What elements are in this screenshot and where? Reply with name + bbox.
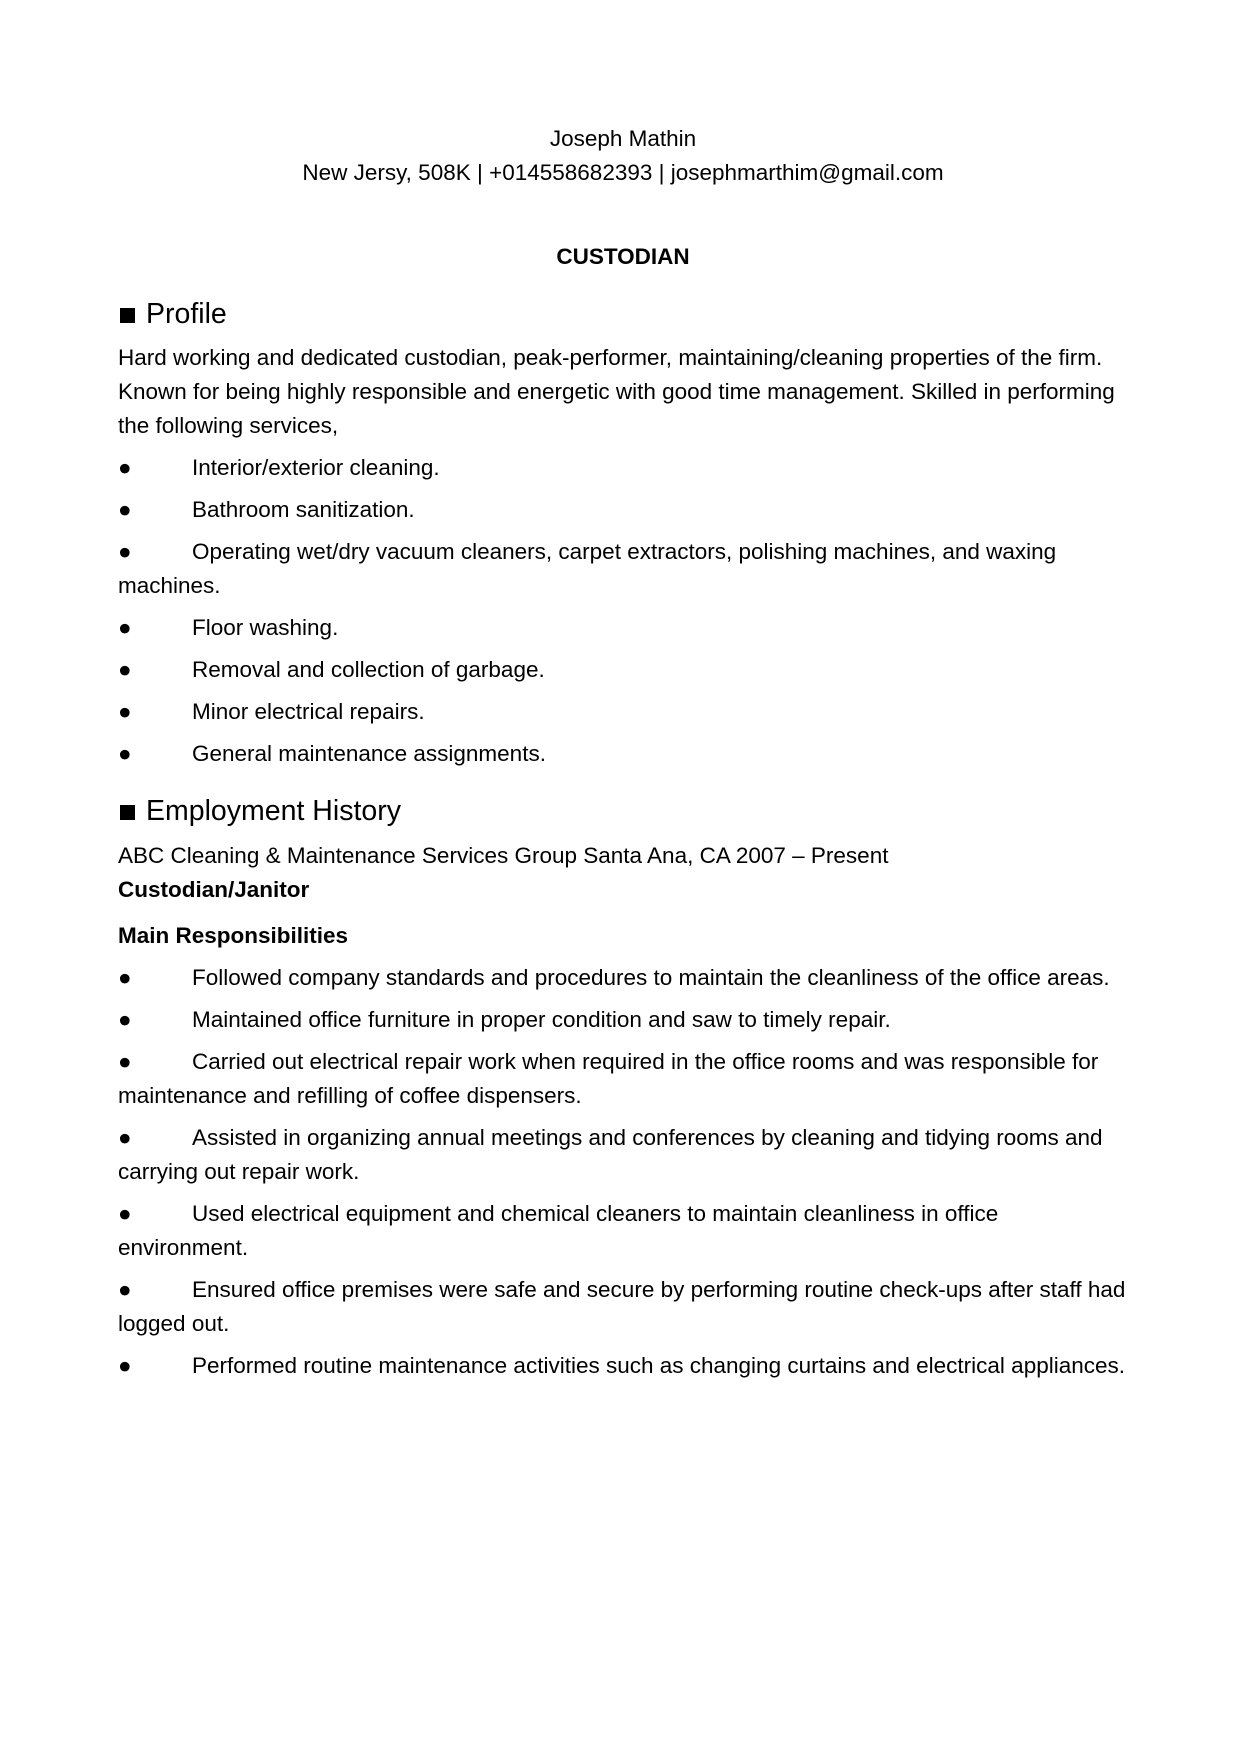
list-item: ● Operating wet/dry vacuum cleaners, carpet extractors, polishing machines, and waxing machines. <box>118 535 1128 603</box>
profile-heading-label: Profile <box>146 298 227 330</box>
list-item: ● Used electrical equipment and chemical cleaners to maintain cleanliness in office environment. <box>118 1197 1128 1265</box>
bullet-icon: ● <box>118 657 132 682</box>
list-item: ● General maintenance assignments. <box>118 737 1128 771</box>
bullet-icon: ● <box>118 455 132 480</box>
list-item: ● Bathroom sanitization. <box>118 493 1128 527</box>
company-line: ABC Cleaning & Maintenance Services Group Santa Ana, CA 2007 – Present <box>118 843 889 868</box>
candidate-name: Joseph Mathin <box>549 126 697 151</box>
list-item: ● Followed company standards and procedures to maintain the cleanliness of the office areas. <box>118 961 1128 995</box>
employment-entry <box>118 839 1128 1383</box>
contact-line: New Jersy, 508K | +014558682393 | josephmarthim@gmail.com <box>302 160 944 185</box>
bullet-icon: ● <box>118 1049 132 1074</box>
list-item: ● Minor electrical repairs. <box>118 695 1128 729</box>
job-title: CUSTODIAN <box>556 244 690 269</box>
bullet-icon: ● <box>118 497 132 522</box>
bullet-icon: ● <box>118 741 132 766</box>
position-title: Custodian/Janitor <box>118 877 310 902</box>
profile-heading <box>118 294 1128 334</box>
profile-summary: Hard working and dedicated custodian, peak-performer, maintaining/cleaning properties of the firm. Known for being highly responsible and energetic with good time management. Skilled in performing the following services, <box>118 345 1115 438</box>
square-bullet-icon <box>120 308 135 323</box>
resume-page <box>118 122 1128 1383</box>
skills-list <box>118 451 1128 771</box>
list-item: ● Assisted in organizing annual meetings and conferences by cleaning and tidying rooms and carrying out repair work. <box>118 1121 1128 1189</box>
bullet-icon: ● <box>118 539 132 564</box>
bullet-icon: ● <box>118 1201 132 1226</box>
list-item: ● Removal and collection of garbage. <box>118 653 1128 687</box>
bullet-icon: ● <box>118 1277 132 1302</box>
responsibilities-heading: Main Responsibilities <box>118 923 349 948</box>
bullet-icon: ● <box>118 615 132 640</box>
list-item: ● Ensured office premises were safe and secure by performing routine check-ups after staff had logged out. <box>118 1273 1128 1341</box>
list-item: ● Interior/exterior cleaning. <box>118 451 1128 485</box>
list-item: ● Maintained office furniture in proper condition and saw to timely repair. <box>118 1003 1128 1037</box>
list-item: ● Performed routine maintenance activities such as changing curtains and electrical appliances. <box>118 1349 1128 1383</box>
square-bullet-icon <box>120 805 135 820</box>
employment-heading-label: Employment History <box>146 795 401 827</box>
list-item: ● Carried out electrical repair work when required in the office rooms and was responsible for maintenance and refilling of coffee dispensers. <box>118 1045 1128 1113</box>
responsibilities-list <box>118 961 1128 1383</box>
bullet-icon: ● <box>118 1007 132 1032</box>
list-item: ● Floor washing. <box>118 611 1128 645</box>
employment-heading <box>118 791 1128 831</box>
bullet-icon: ● <box>118 965 132 990</box>
bullet-icon: ● <box>118 1125 132 1150</box>
bullet-icon: ● <box>118 699 132 724</box>
bullet-icon: ● <box>118 1353 132 1378</box>
